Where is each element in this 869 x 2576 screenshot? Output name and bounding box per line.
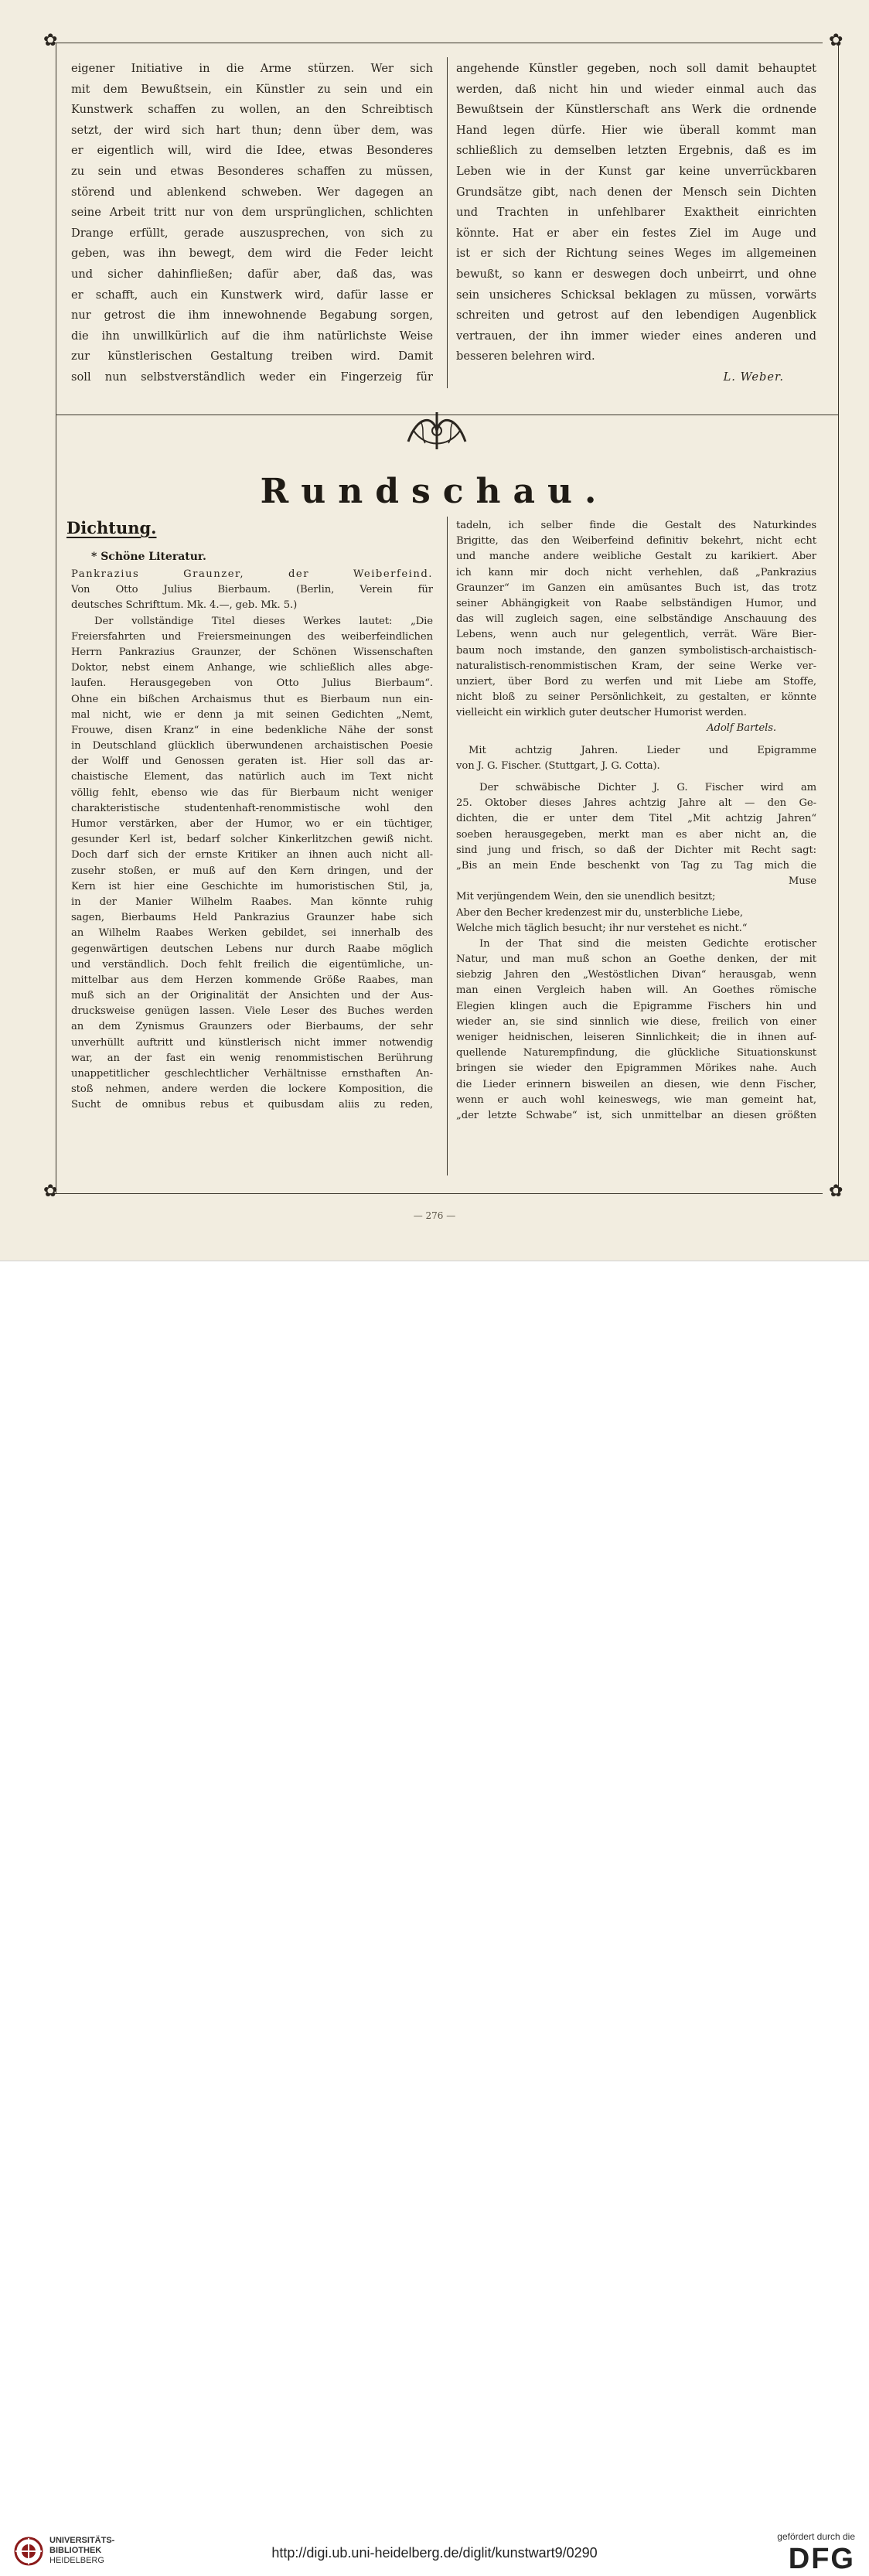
vignette-ornament-icon [402, 408, 472, 454]
text-line: der Wolff und Genossen geraten ist. Hier soll das ar- [71, 756, 433, 768]
text-line: zusehr stoßen, er muß auf den Kern dringen, und der [71, 865, 433, 877]
library-name-line: BIBLIOTHEK [49, 2546, 102, 2555]
text-line: sagen, Bierbaums Held Pankrazius Graunzer habe sich [71, 912, 433, 924]
top-column-divider [447, 57, 448, 388]
text-line: wieder an, sie sind sinnlich wie diese, freilich von einer [456, 1015, 816, 1028]
text-line: unziert, über Bord zu werfen und mit Liebe am Stoffe, [456, 675, 816, 688]
text-line: wenn er auch wohl keineswegs, wie man gemeint hat, [456, 1094, 816, 1106]
text-line: in der Manier Wilhelm Raabes. Man könnte ruhig [71, 896, 433, 908]
text-line: Frouwe, disen Kranz“ in eine bedenkliche Nähe der sonst [71, 724, 433, 736]
text-line: völlig fehlt, ebenso wie das für Bierbaum nicht weniger [71, 786, 433, 799]
text-line: tadeln, ich selber finde die Gestalt des Naturkindes [456, 520, 816, 531]
text-line: und verständlich. Doch fehlt freilich die eigentümliche, un- [71, 958, 433, 971]
text-line: muß sich an der Originalität der Ansichten und der Aus- [71, 990, 433, 1002]
text-line: die Lieder erinnern bisweilen an diesen, wie denn Fischer, [456, 1078, 816, 1090]
text-line: Leben wie in der Kunst gar keine unverrückbaren [456, 164, 816, 178]
text-line: soeben herausgegeben, merkt man es aber nicht an, die [456, 828, 816, 841]
text-line: Humor verstärken, aber der Humor, wo er ein tüchtiger, [71, 818, 433, 830]
text-line: seine Arbeit tritt nur von dem ursprünglichen, schlichten [71, 206, 433, 220]
verse-line: „Bis an mein Ende beschenkt von Tag zu Tag mich die [456, 859, 816, 872]
signature: L. Weber. [723, 370, 784, 384]
bottom-column-divider [447, 517, 448, 1175]
text-line: drucksweise genügen lassen. Viele Leser des Buches werden [71, 1005, 433, 1018]
text-line: Der schwäbische Dichter J. G. Fischer wird am [479, 782, 816, 793]
ornament-corner-icon: ✿ [829, 31, 843, 50]
bottom-left-column [71, 567, 433, 1114]
text-line: Brigitte, das den Weiberfeind definitiv bekehrt, nicht echt [456, 535, 816, 548]
text-line: nicht bloß zu seiner Persönlichkeit, zu gestalten, er könnte [456, 691, 816, 704]
text-line: Bewußtsein der Künstlerschaft ans Werk die ordnende [456, 103, 816, 117]
text-line: In der That sind die meisten Gedichte erotischer [479, 937, 816, 950]
text-line: laufen. Herausgegeben von Otto Julius Bierbaum“. [71, 677, 433, 690]
section-heading: Dichtung. [66, 518, 157, 537]
text-line: in Deutschland glücklich überwundenen archaistischen Poesie [71, 740, 433, 752]
text-line: Graunzer“ im Ganzen ein amüsantes Buch ist, das trotz [456, 582, 816, 594]
text-line: Elegien klingen auch die Epigramme Fischers hin und [456, 1000, 816, 1012]
ornament-corner-icon: ✿ [829, 1182, 843, 1201]
text-line: Natur, und man muß schon an Goethe denken, der mit [456, 954, 816, 966]
text-line: naturalistisch-renommistischen Kram, der seine Werke ver- [456, 660, 816, 672]
subheading: * Schöne Literatur. [91, 551, 206, 563]
text-line: vertrauen, der ihn immer wieder eines anderen und [456, 329, 816, 343]
text-line: an Wilhelm Raabes Werken gebildet, sei innerhalb des [71, 927, 433, 940]
text-line: Doch darf sich der ernste Kritiker an ihnen auch nicht all- [71, 849, 433, 862]
footer-bar [0, 1261, 869, 2575]
text-line: Kern ist hier eine Geschichte im humoristischen Stil, ja, [71, 880, 433, 892]
text-line: ist er sich der Richtung seines Weges im allgemeinen [456, 247, 816, 261]
text-line: gegenwärtigen deutschen Lebens nur durch Raabe möglich [71, 943, 433, 955]
text-line: Sucht de omnibus rebus et quibusdam aliis zu reden, [71, 1099, 433, 1111]
text-line: „der letzte Schwabe“ ist, sich unmittelbar an diesen größten [456, 1109, 816, 1121]
book-title: Mit achtzig Jahren. Lieder und Epigramme [469, 744, 816, 756]
text-line: stoß nehmen, andere werden die lockere Komposition, die [71, 1083, 433, 1096]
signature: Adolf Bartels. [707, 722, 776, 735]
text-line: 25. Oktober dieses Jahres achtzig Jahre alt — den Ge- [456, 797, 816, 810]
text-line: Hand legen dürfe. Hier wie überall kommt man [456, 123, 816, 137]
spacer [456, 774, 816, 780]
text-line: gesunder Kerl ist, bedarf solcher Kinkerlitzchen gewiß nicht. [71, 834, 433, 846]
text-line: zu sein und etwas Besonderes schaffen zu müssen, [71, 164, 433, 178]
top-left-column [71, 59, 433, 388]
text-line: vielleicht ein wirklich guter deutscher Humorist werden. [456, 707, 747, 719]
library-name-line: HEIDELBERG [49, 2556, 104, 2565]
text-line: Drange erfüllt, gerade auszusprechen, von sich zu [71, 226, 433, 240]
text-line: Ohne ein bißchen Archaismus thut es Bierbaum nun ein- [71, 693, 433, 705]
text-line: er eigentlich will, wird die Idee, etwas Besonderes [71, 144, 433, 158]
funding-note [777, 2531, 855, 2576]
text-line: störend und ablenkend schweben. Wer dagegen an [71, 185, 433, 199]
text-line: zur künstlerischen Gestaltung treiben wird. Damit [71, 350, 433, 363]
text-line: an dem Zynismus Graunzers oder Bierbaums, der sehr [71, 1021, 433, 1033]
text-line: mal nicht, wie er denn ja mit seinen Gedichten „Nemt, [71, 708, 433, 721]
source-url-link[interactable]: http://digi.ub.uni-heidelberg.de/diglit/kunstwart9/0290 [271, 2545, 598, 2561]
book-title: Pankrazius Graunzer, der Weiberfeind. [71, 568, 433, 580]
text-line: geben, was ihn bewegt, dem wird die Feder leicht [71, 247, 433, 261]
text-line: Doktor, nebst einem Anhange, wie schließlich alles abge- [71, 662, 433, 674]
verse-line: Welche mich täglich besucht; ihr nur verstehet es nicht.“ [456, 922, 748, 934]
scanned-page [0, 0, 869, 1261]
text-line: ich kann mir doch nicht verhehlen, daß „Pankrazius [456, 566, 816, 578]
verse-line: Muse [788, 875, 816, 888]
text-line: er schafft, auch ein Kunstwerk wird, dafür lasse er [71, 288, 433, 302]
text-line: unappetitlicher geschlechtlicher Verhältnisse ernsthaften An- [71, 1068, 433, 1080]
library-name-line: UNIVERSITÄTS- [49, 2536, 115, 2545]
text-line: und sicher dahinfließen; dafür aber, daß das, was [71, 267, 433, 281]
text-line: das will zugleich sagen, eine selbständige Anschauung des [456, 613, 816, 626]
text-line: weniger heidnischen, leiseren Sinnlichkeit; die in ihnen auf- [456, 1032, 816, 1043]
text-line: Kunstwerk schaffen zu wollen, an den Schreibtisch [71, 103, 433, 117]
dfg-logo: DFG [788, 2543, 855, 2575]
text-line: man einen Vergleich haben will. An Goethes römische [456, 984, 816, 997]
text-line: schließlich zu demselben letzten Ergebnis, daß es im [456, 144, 816, 158]
text-line: Der vollständige Titel dieses Werkes lautet: „Die [94, 615, 433, 627]
right-rule [838, 43, 839, 1193]
bottom-right-column [456, 518, 816, 1124]
section-title: Rundschau. [260, 472, 609, 511]
top-right-column [456, 59, 816, 388]
text-line: mittelbar aus dem Herzen kommende Größe Raabes, man [71, 974, 433, 986]
ornament-corner-icon: ✿ [43, 1182, 58, 1201]
text-line: sind jung und frisch, so daß der Dichter mit Recht sagt: [456, 844, 816, 856]
text-line: quellende Naturempfindung, die glückliche Situationskunst [456, 1047, 816, 1059]
page-number: — 276 — [413, 1210, 456, 1221]
funded-by-label: gefördert durch die [777, 2531, 855, 2542]
text-line: werden, daß nicht hin und wieder einmal auch das [456, 82, 816, 96]
text-line: von J. G. Fischer. (Stuttgart, J. G. Cotta). [456, 759, 660, 772]
text-line: dichten, die er unter dem Titel „Mit achtzig Jahren“ [456, 813, 816, 825]
text-line: unverhüllt auftritt und künstlerisch nicht immer notwendig [71, 1036, 433, 1049]
text-line: setzt, der wird sich hart thun; denn über dem, was [71, 123, 433, 137]
verse-line: Mit verjüngendem Wein, den sie unendlich besitzt; [456, 891, 716, 903]
ornament-corner-icon: ✿ [43, 31, 58, 50]
text-line: chaistische Element, das natürlich auch im Text nicht [71, 771, 433, 783]
text-line: deutsches Schrifttum. Mk. 4.—, geb. Mk. 5.) [71, 599, 298, 612]
text-line: und manche andere weibliche Gestalt zu karikiert. Aber [456, 551, 816, 563]
text-line: die ihn unwillkürlich auf die ihm natürlichste Weise [71, 329, 433, 343]
verse-line: Aber den Becher kredenzest mir du, unsterbliche Liebe, [456, 906, 743, 919]
text-line: eigener Initiative in die Arme stürzen. Wer sich [71, 62, 433, 75]
text-line: soll nun selbstverständlich weder ein Fingerzeig für [71, 370, 433, 384]
text-line: baum noch imstande, den ganzen symbolistisch-archaistisch- [456, 644, 816, 657]
text-line: siebzig Jahren den „Westöstlichen Divan“ herausgab, wenn [456, 969, 816, 981]
text-line: Lebens, wenn auch nur gelegentlich, verrät. Wäre Bier- [456, 629, 816, 641]
text-line: bewußt, so kann er deswegen doch unbeirrt, und ohne [456, 267, 816, 281]
text-line: nur getrost die ihm innewohnende Begabung sorgen, [71, 309, 433, 322]
bottom-rule [46, 1193, 823, 1194]
text-line: war, an der fast ein wenig renommistischen Berührung [71, 1052, 433, 1064]
text-line: könnte. Hat er aber ein festes Ziel im Auge und [456, 226, 816, 240]
text-line: schreiten und getrost auf den lebendigen Augenblick [456, 309, 816, 322]
text-line: charakteristische studentenhaft-renommistische wohl den [71, 802, 433, 814]
text-line: und Trachten in unfehlbarer Exaktheit einrichten [456, 206, 816, 220]
text-line: Von Otto Julius Bierbaum. (Berlin, Verein für [71, 584, 433, 596]
spacer [456, 737, 816, 743]
text-line: seiner Abhängigkeit von Raabe selbständigen Humor, und [456, 597, 816, 609]
text-line: sein unsicheres Schicksal beklagen zu müssen, vorwärts [456, 288, 816, 302]
text-line: Herrn Pankrazius Graunzer, der Schönen Wissenschaften [71, 646, 433, 658]
text-line: Grundsätze gibt, nach denen der Mensch sein Dichten [456, 185, 816, 199]
text-line: bringen sie wieder den Epigrammen Mörikes nahe. Auch [456, 1063, 816, 1075]
text-line: mit dem Bewußtsein, ein Künstler zu sein und ein [71, 82, 433, 96]
text-line: Freiersfahrten und Freiersmeinungen des weiberfeindlichen [71, 630, 433, 643]
text-line: besseren belehren wird. [456, 350, 595, 363]
text-line: angehende Künstler gegeben, noch soll damit behauptet [456, 62, 816, 75]
